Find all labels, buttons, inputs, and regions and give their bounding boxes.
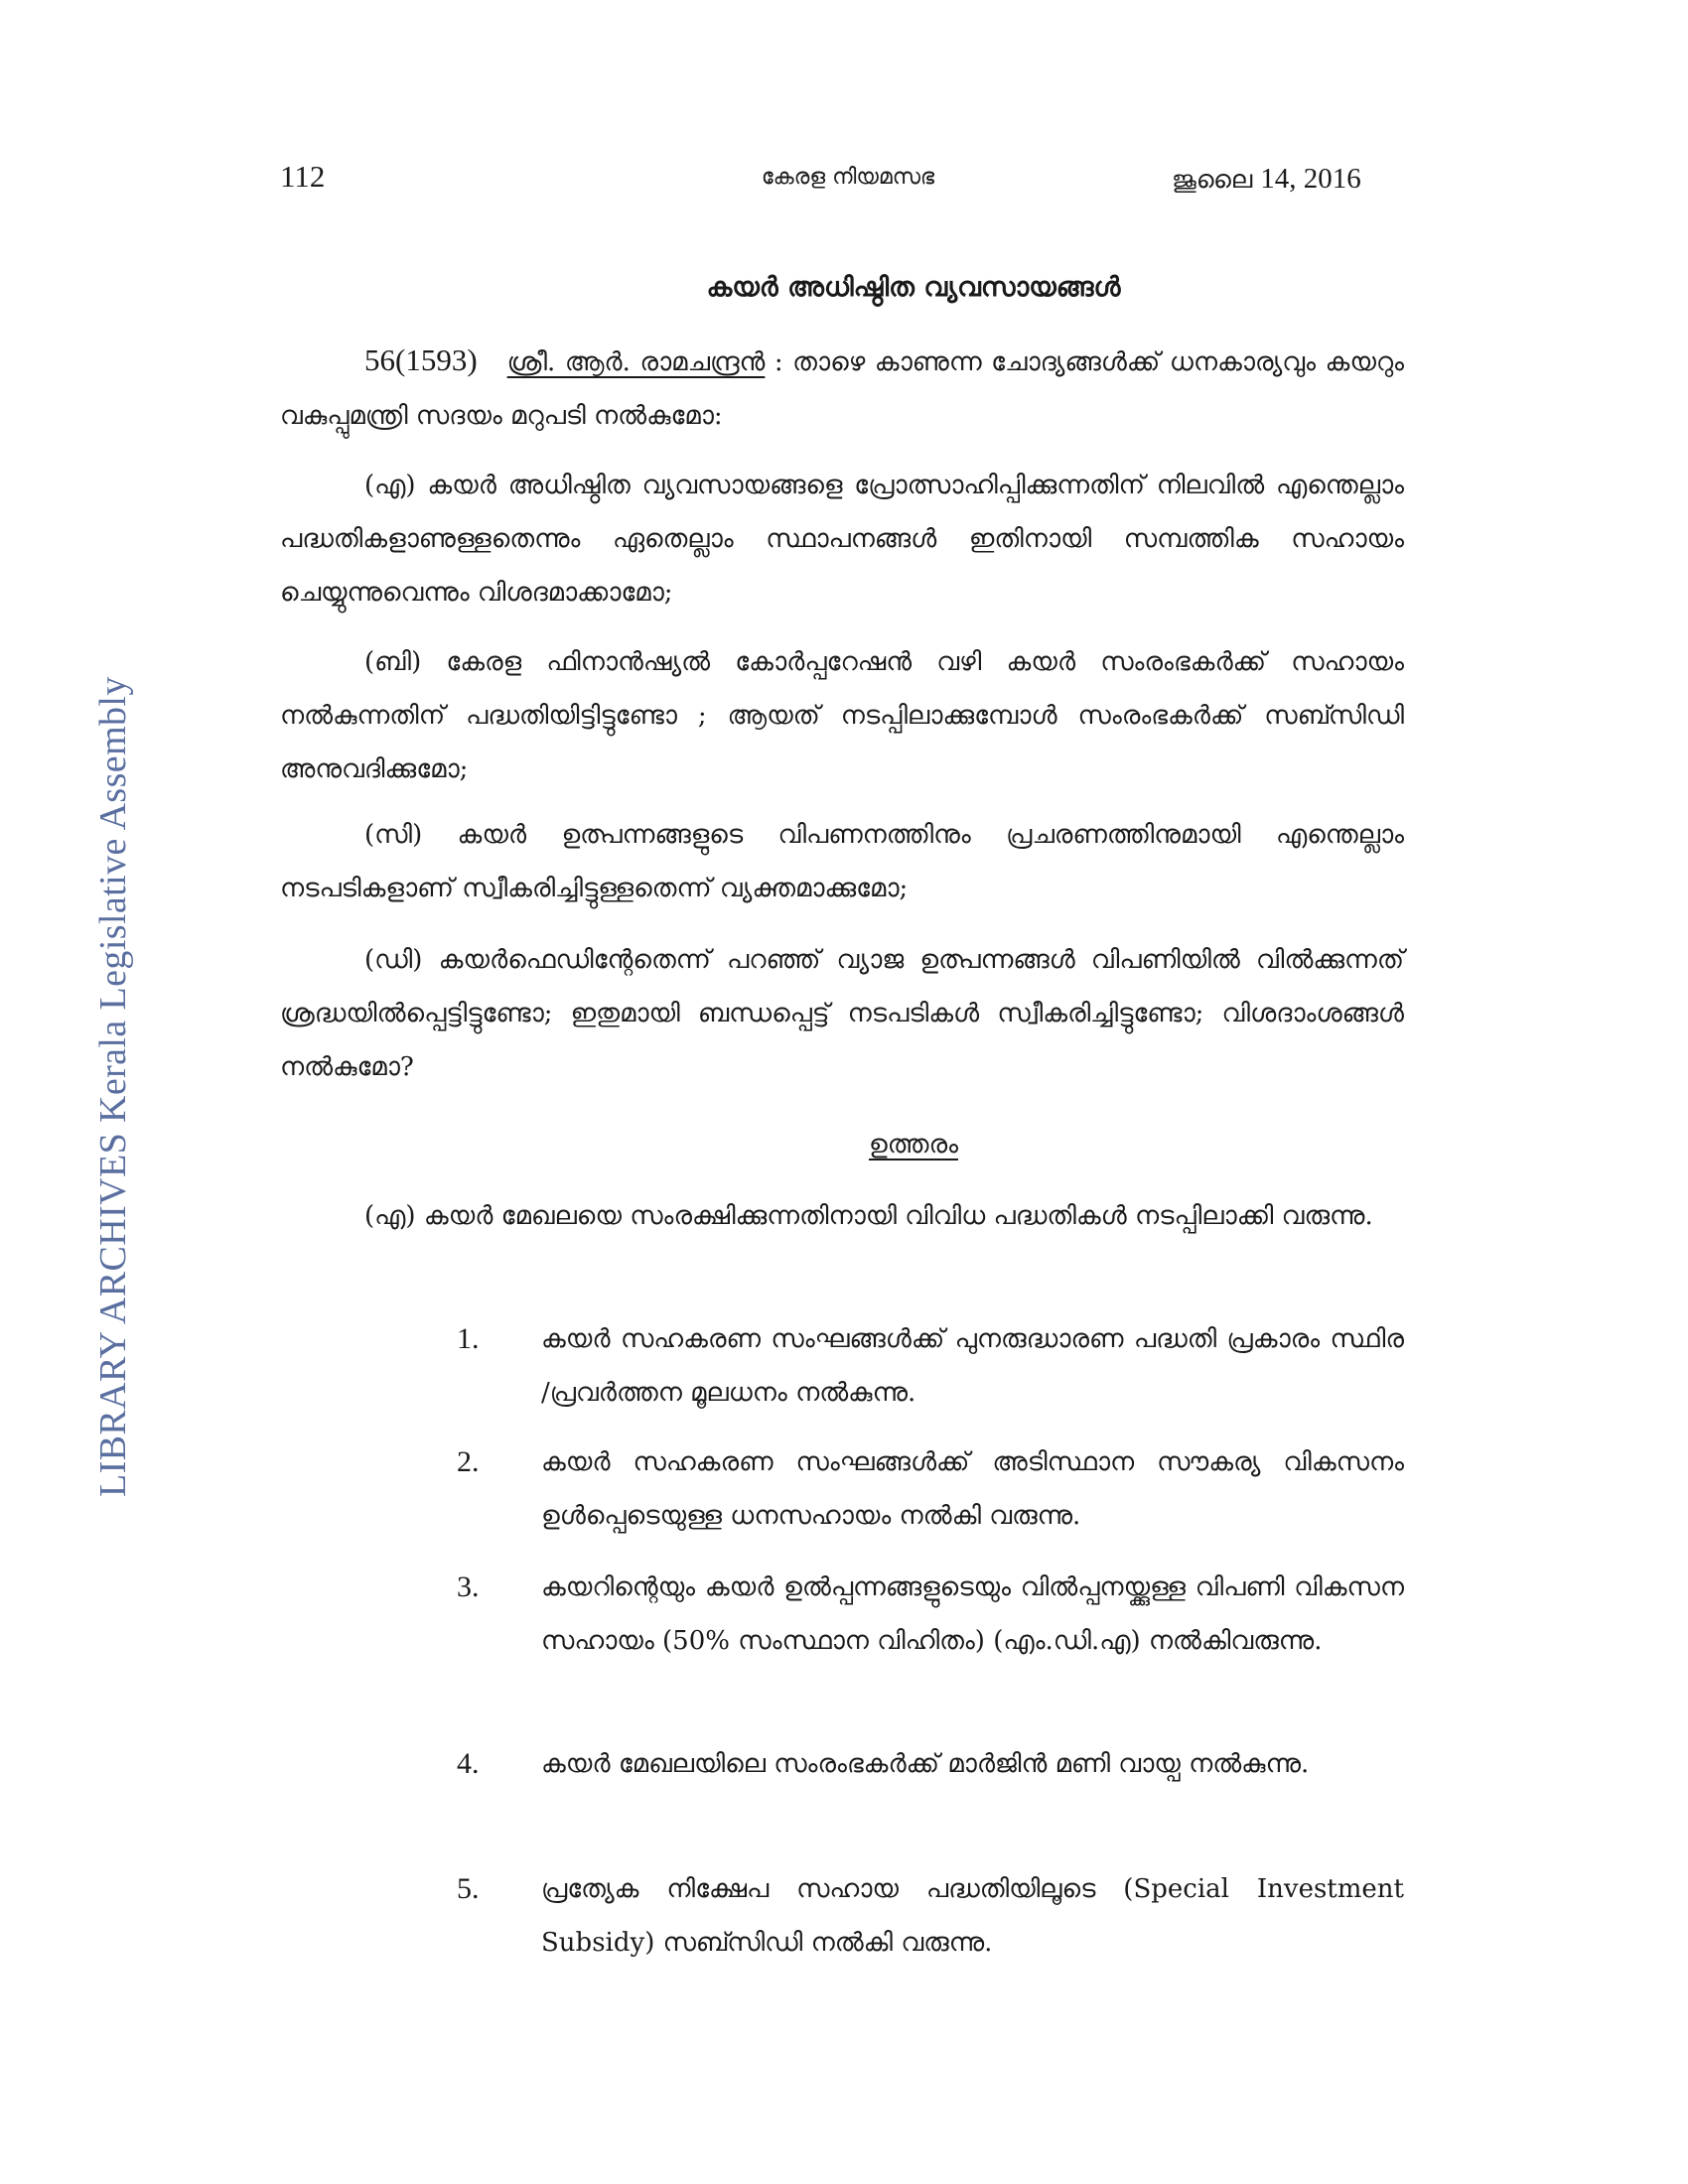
question-part-a [280, 459, 1404, 619]
date-month: ജൂലൈ [1172, 165, 1253, 194]
running-title: കേരള നിയമസഭ [761, 165, 935, 190]
list-item [457, 1862, 1404, 1970]
question-part-c [280, 808, 1404, 915]
list-item [457, 1737, 1404, 1791]
list-item-number: 4. [457, 1747, 480, 1780]
list-item-text: കയർ സഹകരണ സംഘങ്ങൾക്ക് അടിസ്ഥാന സൗകര്യ വികസനം ഉൾപ്പെടെയുള്ള ധനസഹായം നൽകി വരുന്നു. [541, 1447, 1404, 1531]
page-number: 112 [280, 159, 326, 194]
question-number: 56(1593) [364, 342, 478, 377]
answer-heading: ഉത്തരം [869, 1130, 958, 1160]
archive-watermark: LIBRARY ARCHIVES Kerala Legislative Assembly [92, 676, 134, 1497]
list-item-number: 2. [457, 1445, 480, 1478]
question-part-text: (എ) കയർ അധിഷ്ഠിത വ്യവസായങ്ങളെ പ്രോത്സാഹിപ്പിക്കുന്നതിന് നിലവിൽ എന്തെല്ലാം പദ്ധതികളാണുള്ളതെന്നും ഏതെല്ലാം സ്ഥാപനങ്ങൾ ഇതിനായി സമ്പത്തിക സഹായം ചെയ്യുന്നുവെന്നും വിശദമാക്കാമോ; [280, 471, 1404, 608]
question-part-text: (സി) കയർ ഉത്പന്നങ്ങളുടെ വിപണനത്തിനും പ്രചരണത്തിനുമായി എന്തെല്ലാം നടപടികളാണ് സ്വീകരിച്ചിട്ടുള്ളതെന്ന് വ്യക്തമാക്കുമോ; [280, 820, 1404, 903]
list-item-number: 5. [457, 1872, 480, 1905]
list-item-number: 1. [457, 1322, 480, 1355]
question-part-text: (ബി) കേരള ഫിനാൻഷ്യൽ കോർപ്പറേഷൻ വഴി കയർ സംരംഭകർക്ക് സഹായം നൽകുന്നതിന് പദ്ധതിയിട്ടിട്ടുണ്ടോ ; ആയത് നടപ്പിലാക്കുമ്പോൾ സംരംഭകർക്ക് സബ്സിഡി അനുവദിക്കുമോ; [280, 647, 1404, 784]
question-part-d [280, 933, 1404, 1094]
list-item-text: പ്രത്യേക നിക്ഷേപ സഹായ പദ്ധതിയിലൂടെ (Special Investment Subsidy) സബ്സിഡി നൽകി വരുന്നു. [541, 1874, 1404, 1958]
question-intro-block [280, 334, 1404, 443]
question-part-text: (ഡി) കയർഫെഡിന്റേതെന്ന് പറഞ്ഞ് വ്യാജ ഉത്പന്നങ്ങൾ വിപണിയിൽ വിൽക്കുന്നത് ശ്രദ്ധയിൽപ്പെട്ടിട്ടുണ്ടോ; ഇതുമായി ബന്ധപ്പെട്ട് നടപടികൾ സ്വീകരിച്ചിട്ടുണ്ടോ; വിശദാംശങ്ങൾ നൽകുമോ? [280, 945, 1404, 1082]
list-item [457, 1435, 1404, 1543]
member-name: ശ്രീ. ആർ. രാമചന്ദ്രൻ [506, 347, 766, 377]
list-item-text: കയർ സഹകരണ സംഘങ്ങൾക്ക് പുനരുദ്ധാരണ പദ്ധതി പ്രകാരം സ്ഥിര /പ്രവർത്തന മൂലധനം നൽകുന്നു. [541, 1324, 1404, 1408]
running-date [1172, 163, 1361, 196]
list-item-text [541, 1561, 1404, 1668]
date-day-year: 14, 2016 [1260, 163, 1361, 195]
question-intro [280, 334, 1404, 443]
answer-intro-block [280, 1189, 1404, 1243]
list-item [457, 1561, 1404, 1668]
question-part-b [280, 635, 1404, 796]
answer-intro: (എ) കയർ മേഖലയെ സംരക്ഷിക്കുന്നതിനായി വിവിധ പദ്ധതികൾ നടപ്പിലാക്കി വരുന്നു. [364, 1201, 1373, 1231]
question-heading: കയർ അധിഷ്ഠിത വ്യവസായങ്ങൾ [706, 272, 1121, 303]
list-item-text: കയർ മേഖലയിലെ സംരംഭകർക്ക് മാർജിൻ മണി വായ്പ നൽകുന്നു. [541, 1749, 1310, 1779]
list-item-number: 3. [457, 1570, 480, 1603]
list-item [457, 1312, 1404, 1420]
list-item-text-part: കയറിന്റെയും കയർ ഉൽപ്പന്നങ്ങളുടെയും വിൽപ്പനയ്ക്കുള്ള വിപണി വികസന സഹായം (50% സംസ്ഥാന വിഹിതം) (എം.ഡി.എ) നൽകിവരുന്നു. [541, 1572, 1404, 1656]
question-intro-text: : താഴെ കാണുന്ന ചോദ്യങ്ങൾക്ക് ധനകാര്യവും കയറും വകുപ്പുമന്ത്രി സദയം മറുപടി നൽകുമോ: [280, 347, 1404, 431]
